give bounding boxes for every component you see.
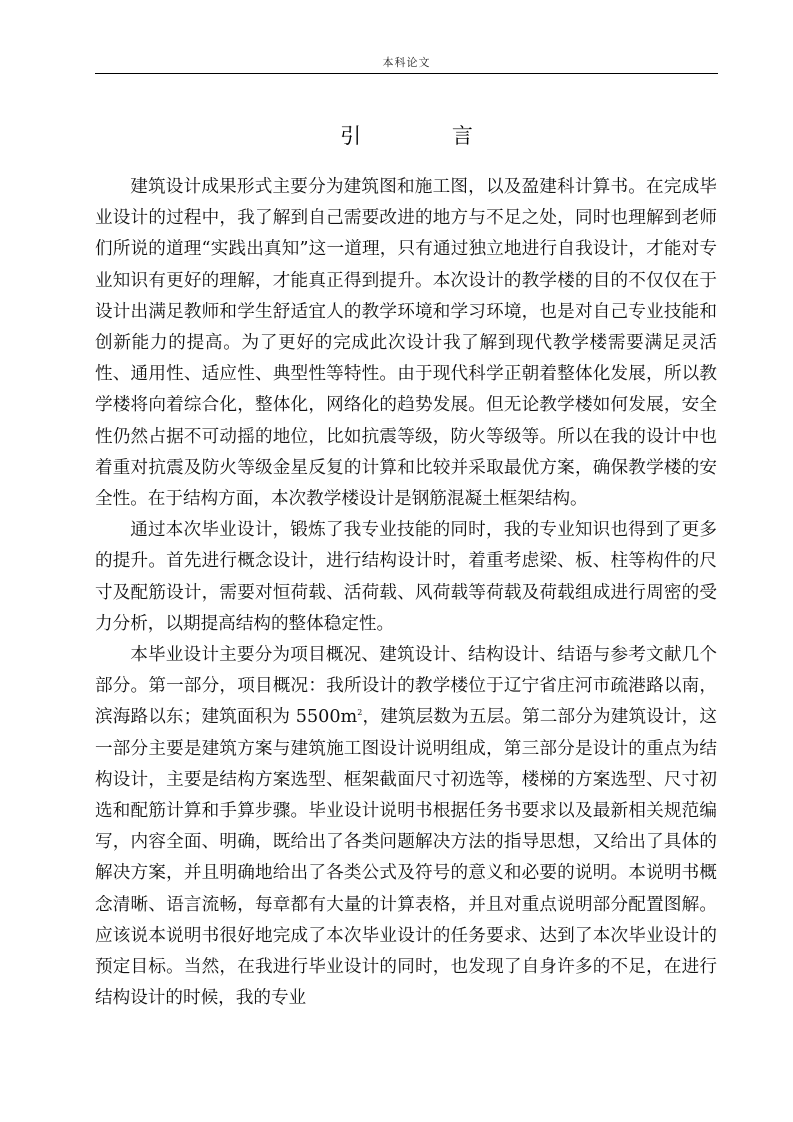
paragraph-text: ，建筑层数为五层。第二部分为建筑设计，这一部分主要是建筑方案与建筑施工图设计说明组成，第三部分是设计的重点为结构设计，主要是结构方案选型、框架截面尺寸初选等，楼梯的方案选型、尺寸初选和配筋计算和手算步骤。毕业设计说明书根据任务书要求以及最新相关规范编写，内容全面、明确，既给出了各类问题解决方法的指导思想，又给出了具体的解决方案，并且明确地给出了各类公式及符号的意义和必要的说明。本说明书概念清晰、语言流畅，每章都有大量的计算表格，并且对重点说明部分配置图解。应该说本说明书很好地完成了本次毕业设计的任务要求、达到了本次毕业设计的预定目标。当然，在我进行毕业设计的同时，也发现了自身许多的不足，在进行结构设计的时候，我的专业 xyxy=(95,707,717,1009)
paragraph-text: 本毕业设计主要分为项目概况、建筑设计、结构设计、结语与参考文献几个部分。第一部分，项目概况：我所设计的教学楼位于辽宁省庄河市疏港路以南，滨海路以东；建筑面积为 5500m xyxy=(95,645,717,728)
area-superscript: 2 xyxy=(357,708,363,718)
paragraph: 建筑设计成果形式主要分为建筑图和施工图，以及盈建科计算书。在完成毕业设计的过程中，我了解到自己需要改进的地方与不足之处，同时也理解到老师们所说的道理“实践出真知”这一道理，只有通过独立地进行自我设计，才能对专业知识有更好的理解，才能真正得到提升。本次设计的教学楼的目的不仅仅在于设计出满足教师和学生舒适宜人的教学环境和学习环境，也是对自己专业技能和创新能力的提高。为了更好的完成此次设计我了解到现代教学楼需要满足灵活性、通用性、适应性、典型性等特性。由于现代科学正朝着整体化发展，所以教学楼将向着综合化，整体化，网络化的趋势发展。但无论教学楼如何发展，安全性仍然占据不可动摇的地位，比如抗震等级，防火等级等。所以在我的设计中也着重对抗震及防火等级金星反复的计算和比较并采取最优方案，确保教学楼的安全性。在于结构方面，本次教学楼设计是钢筋混凝土框架结构。 xyxy=(95,177,717,510)
paragraph: 通过本次毕业设计，锻炼了我专业技能的同时，我的专业知识也得到了更多的提升。首先进行概念设计，进行结构设计时，着重考虑梁、板、柱等构件的尺寸及配筋设计，需要对恒荷载、活荷载、风荷载等荷载及荷载组成进行周密的受力分析，以期提高结构的整体稳定性。 xyxy=(95,520,717,634)
paragraph xyxy=(95,640,717,1014)
running-header: 本科论文 xyxy=(382,56,431,69)
body-text xyxy=(95,172,717,1014)
section-title: 引 言 xyxy=(340,124,515,148)
header-rule xyxy=(95,73,718,74)
